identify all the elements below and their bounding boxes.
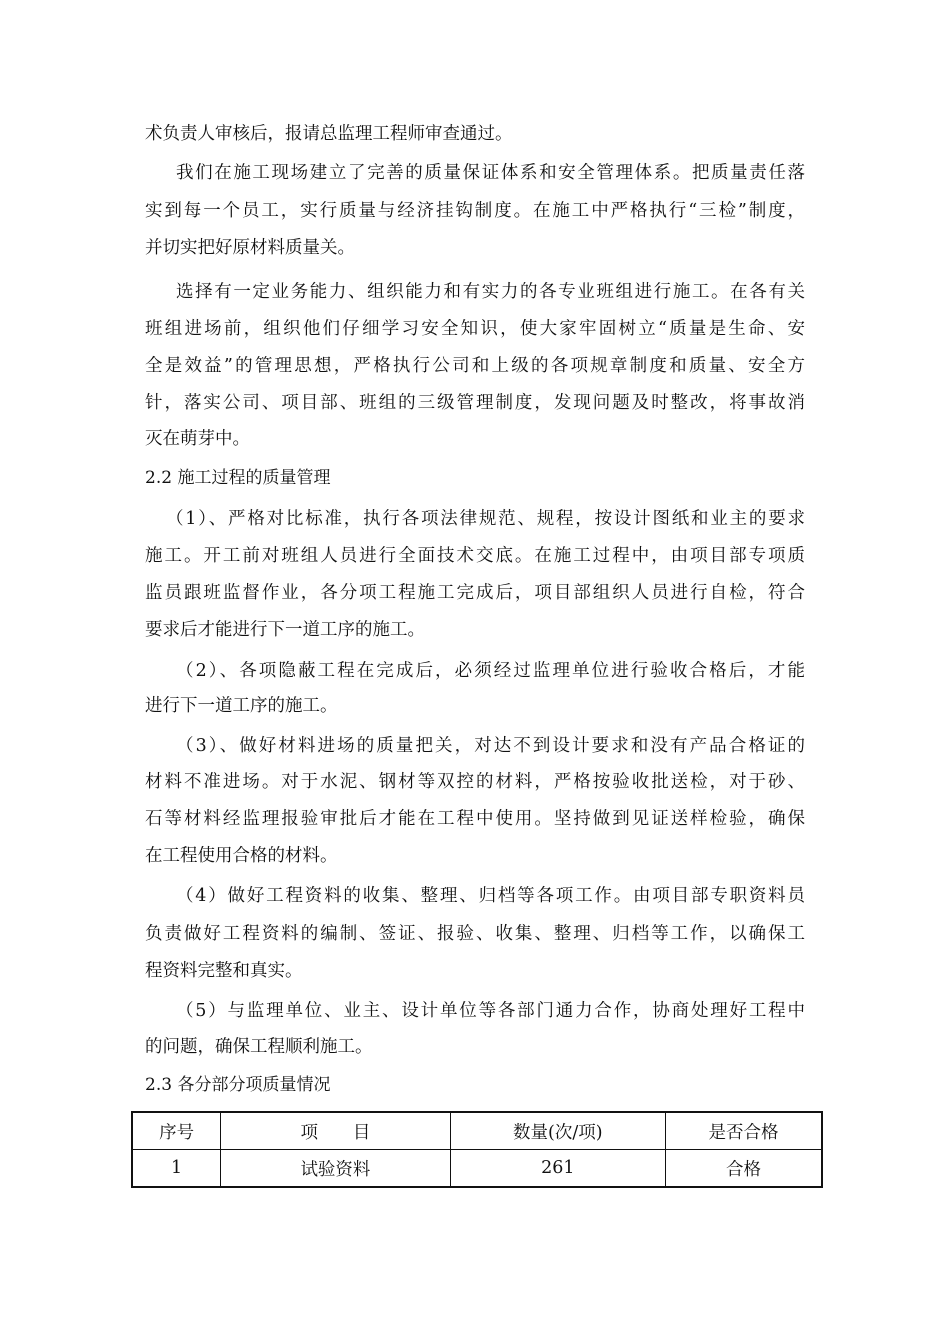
- paragraph-line: 全是效益”的管理思想，严格执行公司和上级的各项规章制度和质量、安全方: [145, 356, 805, 376]
- paragraph-line: 班组进场前，组织他们仔细学习安全知识，使大家牢固树立“质量是生命、安: [145, 319, 805, 339]
- paragraph-line: 我们在施工现场建立了完善的质量保证体系和安全管理体系。把质量责任落: [176, 163, 805, 183]
- section-heading: 2.3 各分部分项质量情况: [145, 1075, 331, 1095]
- paragraph-line: 选择有一定业务能力、组织能力和有实力的各专业班组进行施工。在各有关: [176, 282, 805, 302]
- paragraph-line: （5）与监理单位、业主、设计单位等各部门通力合作，协商处理好工程中: [176, 1001, 805, 1021]
- table-header-cell: 序号: [132, 1112, 221, 1150]
- table-header-row: [132, 1112, 822, 1150]
- paragraph-line: 施工。开工前对班组人员进行全面技术交底。在施工过程中，由项目部专项质: [145, 546, 805, 566]
- paragraph-line: 监员跟班监督作业，各分项工程施工完成后，项目部组织人员进行自检，符合: [145, 583, 805, 603]
- table-cell: 1: [132, 1150, 221, 1188]
- paragraph-line: 实到每一个员工，实行质量与经济挂钩制度。在施工中严格执行“三检”制度，: [145, 201, 805, 221]
- section-heading: 2.2 施工过程的质量管理: [145, 468, 331, 488]
- paragraph-line: 要求后才能进行下一道工序的施工。: [145, 620, 425, 640]
- table-header-cell: 项 目: [221, 1112, 450, 1150]
- paragraph-line: 在工程使用合格的材料。: [145, 846, 338, 866]
- paragraph-line: （2）、各项隐蔽工程在完成后，必须经过监理单位进行验收合格后，才能: [176, 661, 805, 681]
- paragraph-line: 并切实把好原材料质量关。: [145, 238, 355, 258]
- paragraph-line: 术负责人审核后，报请总监理工程师审查通过。: [145, 124, 513, 144]
- paragraph-line: （3）、做好材料进场的质量把关，对达不到设计要求和没有产品合格证的: [176, 736, 805, 756]
- paragraph-line: （4）做好工程资料的收集、整理、归档等各项工作。由项目部专职资料员: [176, 886, 805, 906]
- paragraph-line: 针，落实公司、项目部、班组的三级管理制度，发现问题及时整改，将事故消: [145, 393, 805, 413]
- paragraph-line: 的问题，确保工程顺利施工。: [145, 1037, 373, 1057]
- paragraph-line: 程资料完整和真实。: [145, 961, 303, 981]
- table-cell: 合格: [665, 1150, 822, 1188]
- quality-table: [131, 1111, 823, 1188]
- table-header-cell: 数量(次/项): [450, 1112, 665, 1150]
- paragraph-line: （1）、严格对比标准，执行各项法律规范、规程，按设计图纸和业主的要求: [166, 509, 805, 529]
- table-cell: 试验资料: [221, 1150, 450, 1188]
- table-row: [132, 1150, 822, 1188]
- paragraph-line: 石等材料经监理报验审批后才能在工程中使用。坚持做到见证送样检验，确保: [145, 809, 805, 829]
- paragraph-line: 进行下一道工序的施工。: [145, 696, 338, 716]
- paragraph-line: 材料不准进场。对于水泥、钢材等双控的材料，严格按验收批送检，对于砂、: [145, 772, 805, 792]
- paragraph-line: 负责做好工程资料的编制、签证、报验、收集、整理、归档等工作，以确保工: [145, 924, 805, 944]
- table-header-cell: 是否合格: [665, 1112, 822, 1150]
- paragraph-line: 灭在萌芽中。: [145, 429, 250, 449]
- table-cell: 261: [450, 1150, 665, 1188]
